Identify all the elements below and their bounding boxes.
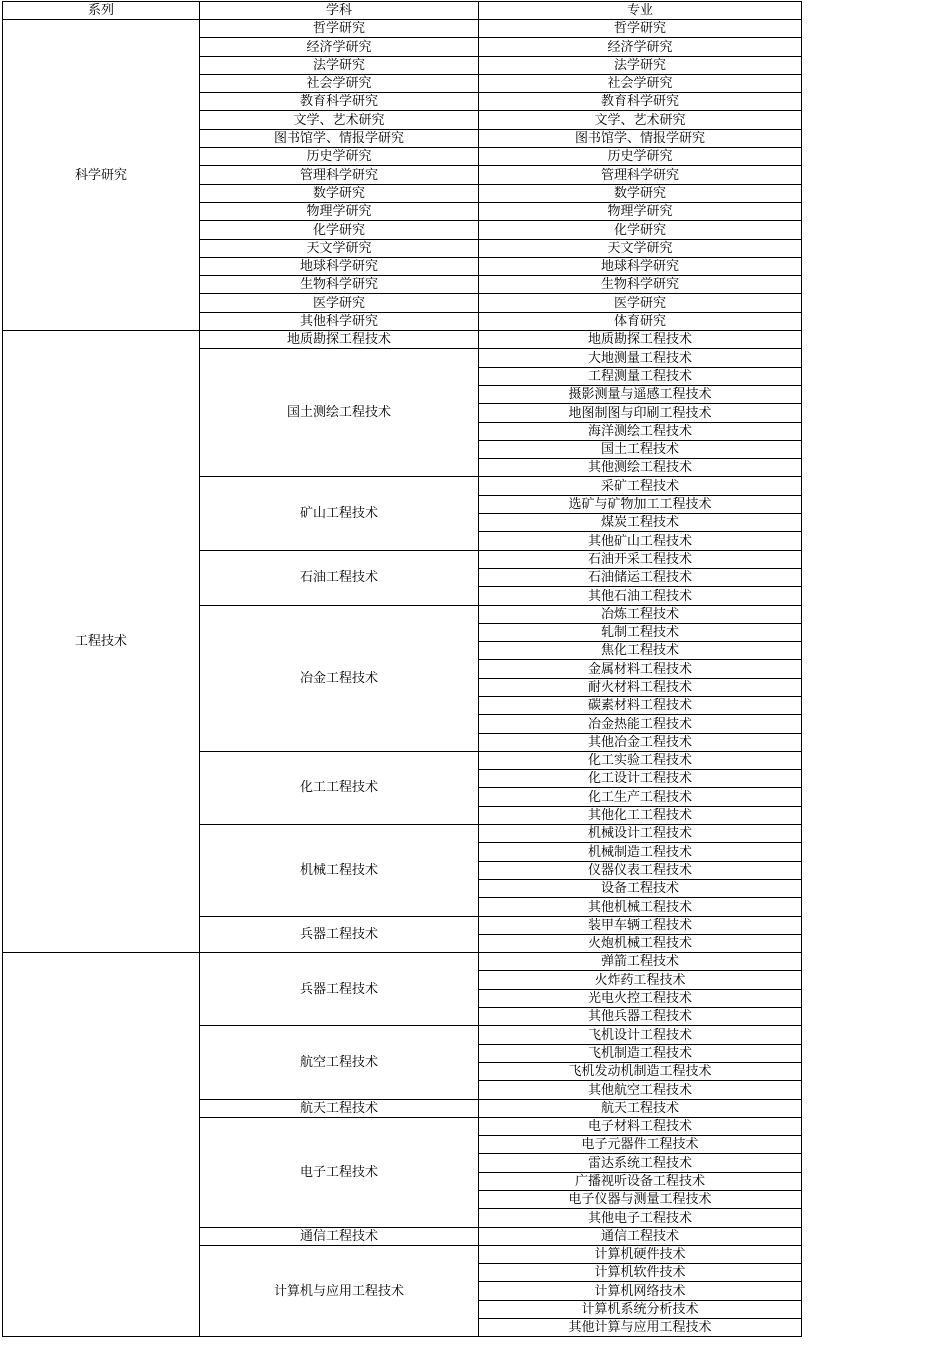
major-cell: 地图制图与印刷工程技术 bbox=[479, 404, 802, 422]
major-cell: 其他矿山工程技术 bbox=[479, 532, 802, 550]
major-cell: 天文学研究 bbox=[479, 239, 802, 257]
major-cell: 物理学研究 bbox=[479, 202, 802, 220]
major-cell: 电子仪器与测量工程技术 bbox=[479, 1191, 802, 1209]
major-cell: 图书馆学、情报学研究 bbox=[479, 129, 802, 147]
major-cell: 机械制造工程技术 bbox=[479, 843, 802, 861]
major-cell: 金属材料工程技术 bbox=[479, 660, 802, 678]
subject-cell: 电子工程技术 bbox=[200, 1117, 479, 1227]
major-cell: 计算机网络技术 bbox=[479, 1282, 802, 1300]
subject-cell: 计算机与应用工程技术 bbox=[200, 1245, 479, 1336]
subject-cell: 哲学研究 bbox=[200, 20, 479, 38]
subject-cell: 兵器工程技术 bbox=[200, 953, 479, 1026]
major-cell: 地质勘探工程技术 bbox=[479, 331, 802, 349]
major-cell: 教育科学研究 bbox=[479, 93, 802, 111]
major-cell: 焦化工程技术 bbox=[479, 642, 802, 660]
major-cell: 计算机系统分析技术 bbox=[479, 1300, 802, 1318]
subject-cell: 图书馆学、情报学研究 bbox=[200, 129, 479, 147]
major-cell: 体育研究 bbox=[479, 312, 802, 330]
major-cell: 采矿工程技术 bbox=[479, 477, 802, 495]
major-cell: 法学研究 bbox=[479, 56, 802, 74]
header-row bbox=[3, 2, 802, 20]
major-cell: 电子材料工程技术 bbox=[479, 1117, 802, 1135]
major-cell: 飞机设计工程技术 bbox=[479, 1026, 802, 1044]
major-cell: 化工生产工程技术 bbox=[479, 788, 802, 806]
major-cell: 工程测量工程技术 bbox=[479, 367, 802, 385]
major-cell: 国土工程技术 bbox=[479, 440, 802, 458]
major-cell: 其他计算与应用工程技术 bbox=[479, 1319, 802, 1337]
major-cell: 飞机制造工程技术 bbox=[479, 1044, 802, 1062]
major-cell: 生物科学研究 bbox=[479, 276, 802, 294]
major-cell: 文学、艺术研究 bbox=[479, 111, 802, 129]
major-cell: 石油开采工程技术 bbox=[479, 550, 802, 568]
table-row bbox=[3, 20, 802, 38]
table-row bbox=[3, 331, 802, 349]
subject-cell: 其他科学研究 bbox=[200, 312, 479, 330]
subject-cell: 生物科学研究 bbox=[200, 276, 479, 294]
major-cell: 设备工程技术 bbox=[479, 879, 802, 897]
subject-cell: 管理科学研究 bbox=[200, 166, 479, 184]
major-cell: 大地测量工程技术 bbox=[479, 349, 802, 367]
subject-cell: 医学研究 bbox=[200, 294, 479, 312]
major-cell: 其他电子工程技术 bbox=[479, 1209, 802, 1227]
subject-cell: 航空工程技术 bbox=[200, 1026, 479, 1099]
major-cell: 经济学研究 bbox=[479, 38, 802, 56]
major-cell: 地球科学研究 bbox=[479, 257, 802, 275]
subject-cell: 法学研究 bbox=[200, 56, 479, 74]
major-cell: 其他化工工程技术 bbox=[479, 806, 802, 824]
major-cell: 煤炭工程技术 bbox=[479, 514, 802, 532]
subject-cell: 国土测绘工程技术 bbox=[200, 349, 479, 477]
major-cell: 冶炼工程技术 bbox=[479, 605, 802, 623]
major-cell: 其他石油工程技术 bbox=[479, 587, 802, 605]
major-cell: 飞机发动机制造工程技术 bbox=[479, 1062, 802, 1080]
header-series: 系列 bbox=[3, 2, 200, 20]
major-cell: 石油储运工程技术 bbox=[479, 568, 802, 586]
major-cell: 火炮机械工程技术 bbox=[479, 934, 802, 952]
major-cell: 摄影测量与遥感工程技术 bbox=[479, 385, 802, 403]
major-cell: 弹箭工程技术 bbox=[479, 953, 802, 971]
major-cell: 通信工程技术 bbox=[479, 1227, 802, 1245]
subject-cell: 化工工程技术 bbox=[200, 751, 479, 824]
subject-cell: 物理学研究 bbox=[200, 202, 479, 220]
subject-cell: 社会学研究 bbox=[200, 74, 479, 92]
major-cell: 哲学研究 bbox=[479, 20, 802, 38]
major-cell: 历史学研究 bbox=[479, 148, 802, 166]
major-cell: 其他冶金工程技术 bbox=[479, 733, 802, 751]
major-cell: 医学研究 bbox=[479, 294, 802, 312]
subject-cell: 兵器工程技术 bbox=[200, 916, 479, 953]
major-cell: 电子元器件工程技术 bbox=[479, 1136, 802, 1154]
major-cell: 雷达系统工程技术 bbox=[479, 1154, 802, 1172]
major-cell: 管理科学研究 bbox=[479, 166, 802, 184]
major-cell: 光电火控工程技术 bbox=[479, 989, 802, 1007]
subject-cell: 航天工程技术 bbox=[200, 1099, 479, 1117]
major-cell: 社会学研究 bbox=[479, 74, 802, 92]
subject-cell: 天文学研究 bbox=[200, 239, 479, 257]
major-cell: 火炸药工程技术 bbox=[479, 971, 802, 989]
subject-cell: 历史学研究 bbox=[200, 148, 479, 166]
major-cell: 化工实验工程技术 bbox=[479, 751, 802, 769]
major-cell: 计算机硬件技术 bbox=[479, 1245, 802, 1263]
subject-cell: 机械工程技术 bbox=[200, 825, 479, 916]
major-cell: 化学研究 bbox=[479, 221, 802, 239]
subject-cell: 地质勘探工程技术 bbox=[200, 331, 479, 349]
series-cell: 工程技术 bbox=[3, 331, 200, 953]
major-cell: 化工设计工程技术 bbox=[479, 770, 802, 788]
major-cell: 其他测绘工程技术 bbox=[479, 459, 802, 477]
series-cell: 科学研究 bbox=[3, 20, 200, 331]
discipline-table bbox=[2, 1, 802, 1337]
subject-cell: 地球科学研究 bbox=[200, 257, 479, 275]
major-cell: 冶金热能工程技术 bbox=[479, 715, 802, 733]
major-cell: 仪器仪表工程技术 bbox=[479, 861, 802, 879]
major-cell: 其他兵器工程技术 bbox=[479, 1008, 802, 1026]
major-cell: 耐火材料工程技术 bbox=[479, 678, 802, 696]
major-cell: 装甲车辆工程技术 bbox=[479, 916, 802, 934]
major-cell: 其他航空工程技术 bbox=[479, 1081, 802, 1099]
subject-cell: 教育科学研究 bbox=[200, 93, 479, 111]
major-cell: 数学研究 bbox=[479, 184, 802, 202]
table-row bbox=[3, 953, 802, 971]
subject-cell: 矿山工程技术 bbox=[200, 477, 479, 550]
subject-cell: 通信工程技术 bbox=[200, 1227, 479, 1245]
subject-cell: 冶金工程技术 bbox=[200, 605, 479, 751]
major-cell: 选矿与矿物加工工程技术 bbox=[479, 495, 802, 513]
subject-cell: 经济学研究 bbox=[200, 38, 479, 56]
subject-cell: 化学研究 bbox=[200, 221, 479, 239]
major-cell: 其他机械工程技术 bbox=[479, 898, 802, 916]
subject-cell: 数学研究 bbox=[200, 184, 479, 202]
header-major: 专业 bbox=[479, 2, 802, 20]
major-cell: 机械设计工程技术 bbox=[479, 825, 802, 843]
series-cell bbox=[3, 953, 200, 1337]
major-cell: 广播视听设备工程技术 bbox=[479, 1172, 802, 1190]
major-cell: 航天工程技术 bbox=[479, 1099, 802, 1117]
major-cell: 轧制工程技术 bbox=[479, 623, 802, 641]
major-cell: 碳素材料工程技术 bbox=[479, 696, 802, 714]
subject-cell: 文学、艺术研究 bbox=[200, 111, 479, 129]
major-cell: 海洋测绘工程技术 bbox=[479, 422, 802, 440]
subject-cell: 石油工程技术 bbox=[200, 550, 479, 605]
header-subject: 学科 bbox=[200, 2, 479, 20]
major-cell: 计算机软件技术 bbox=[479, 1264, 802, 1282]
